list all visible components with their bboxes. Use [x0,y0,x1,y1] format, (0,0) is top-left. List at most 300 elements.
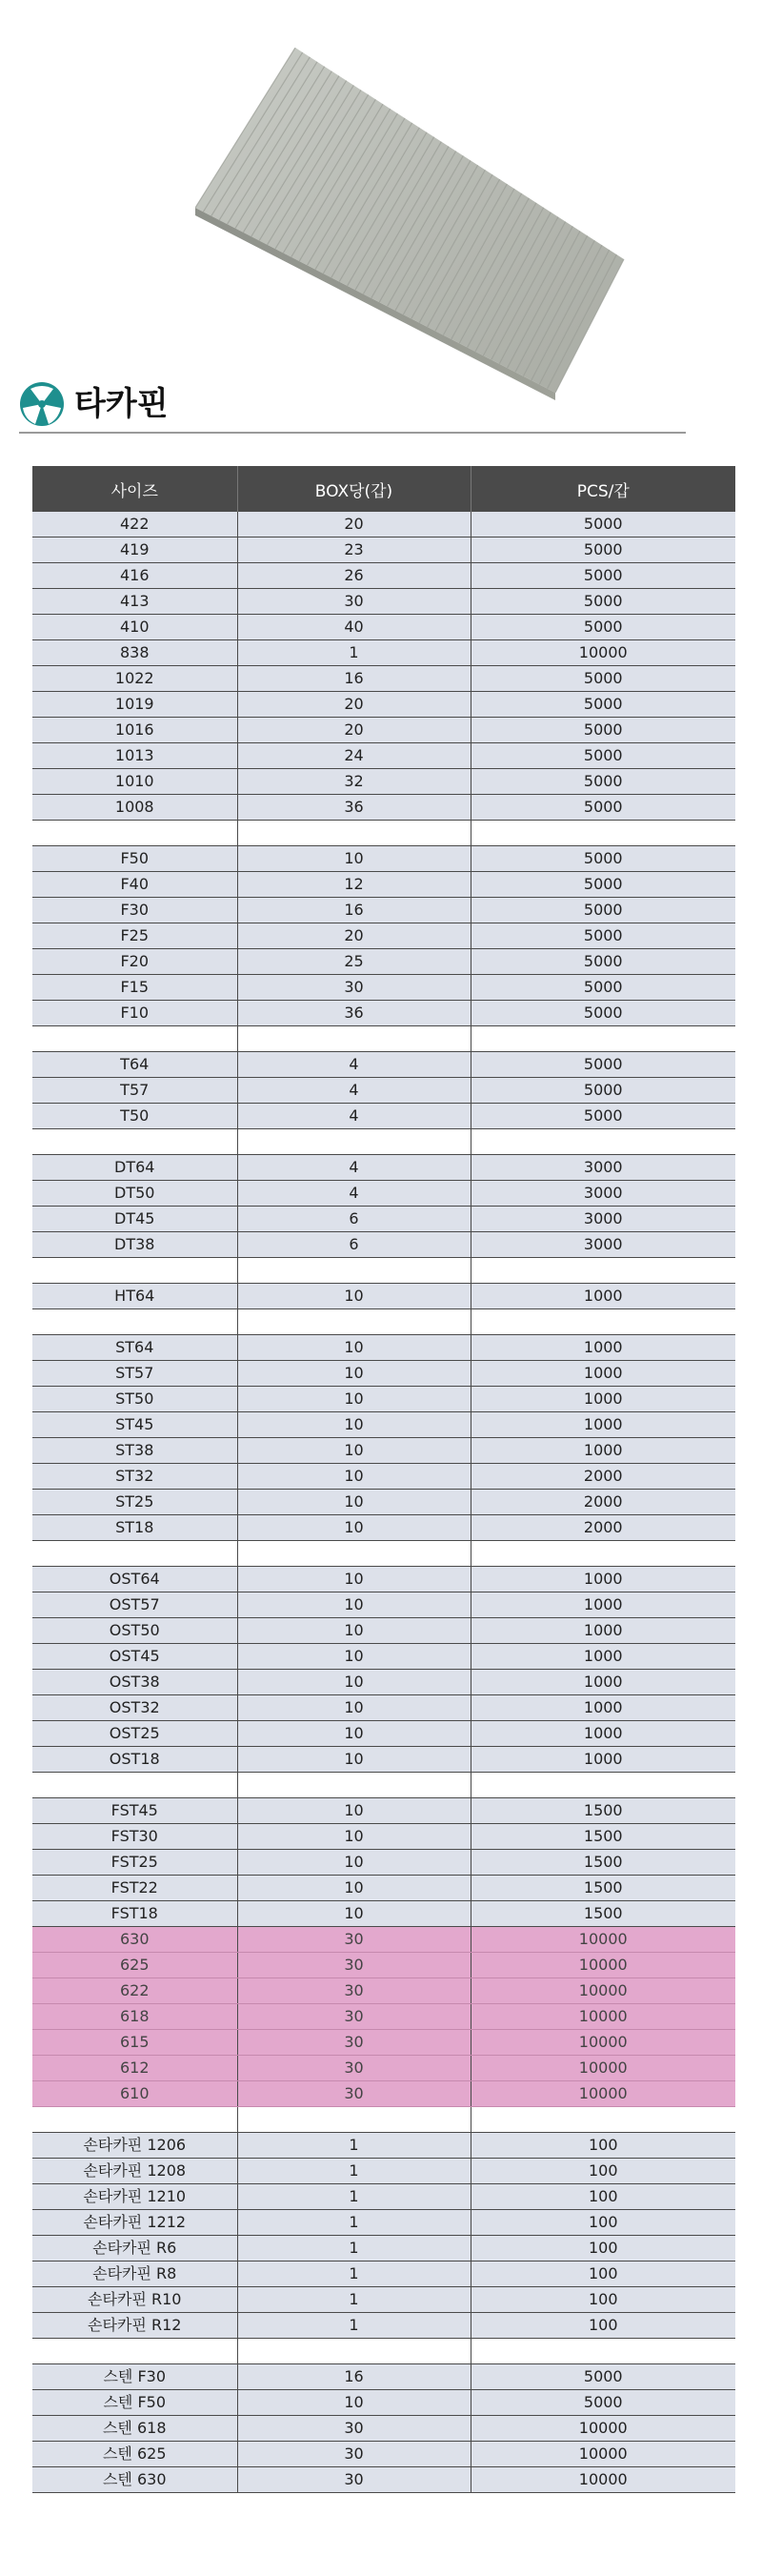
table-row [32,846,735,872]
cell-box: 30 [237,2081,471,2107]
table-row [32,2364,735,2390]
cell-box: 10 [237,1387,471,1412]
brad-nail-strip-icon [195,48,633,400]
table-row [32,1824,735,1850]
cell-size: OST57 [32,1592,237,1618]
cell-pcs: 5000 [471,795,735,821]
cell-size: 419 [32,538,237,563]
cell-size: F10 [32,1001,237,1026]
cell-box: 30 [237,2056,471,2081]
cell-pcs: 5000 [471,1052,735,1078]
cell-box: 10 [237,1824,471,1850]
cell-pcs: 5000 [471,666,735,692]
cell-box: 10 [237,1335,471,1361]
cell-box: 10 [237,1695,471,1721]
cell-pcs: 1000 [471,1284,735,1309]
table-row [32,1207,735,1232]
cell-size: T64 [32,1052,237,1078]
cell-pcs: 1000 [471,1721,735,1747]
cell-box: 10 [237,1721,471,1747]
cell-box: 10 [237,1670,471,1695]
cell-pcs: 1000 [471,1644,735,1670]
cell-size [32,1309,237,1335]
cell-box: 10 [237,846,471,872]
cell-size [32,1773,237,1798]
cell-size: OST25 [32,1721,237,1747]
cell-box: 32 [237,769,471,795]
cell-size: 1013 [32,743,237,769]
header-pcs-per-pack: PCS/갑 [471,466,735,512]
cell-size: OST32 [32,1695,237,1721]
cell-pcs: 5000 [471,1001,735,1026]
brand-divider [19,432,686,434]
table-body [32,512,735,2493]
table-row [32,2133,735,2159]
table-row [32,1412,735,1438]
table-row [32,1618,735,1644]
table-row [32,2313,735,2339]
cell-box: 10 [237,1490,471,1515]
cell-box: 30 [237,2442,471,2467]
cell-pcs: 10000 [471,2442,735,2467]
table-row [32,769,735,795]
table-row [32,1181,735,1207]
table-row [32,1721,735,1747]
cell-box: 12 [237,872,471,898]
cell-pcs: 100 [471,2133,735,2159]
cell-box [237,1258,471,1284]
cell-box [237,1773,471,1798]
cell-size: 손타카핀 R8 [32,2262,237,2287]
table-row [32,1901,735,1927]
cell-box: 4 [237,1181,471,1207]
table-row [32,615,735,640]
cell-size: FST45 [32,1798,237,1824]
table-row [32,1001,735,1026]
table-row [32,1361,735,1387]
cell-box: 1 [237,2313,471,2339]
cell-pcs: 1000 [471,1592,735,1618]
cell-pcs [471,2339,735,2364]
cell-size: 630 [32,1927,237,1953]
cell-pcs: 1000 [471,1387,735,1412]
cell-pcs: 10000 [471,640,735,666]
cell-box: 40 [237,615,471,640]
table-header-row [32,466,735,512]
cell-pcs: 100 [471,2159,735,2184]
cell-size: T57 [32,1078,237,1104]
cell-box: 30 [237,1927,471,1953]
cell-size: 손타카핀 R12 [32,2313,237,2339]
cell-box: 4 [237,1155,471,1181]
cell-size: DT64 [32,1155,237,1181]
cell-pcs: 5000 [471,718,735,743]
table-spacer-row [32,1129,735,1155]
table-row [32,1438,735,1464]
cell-size: F30 [32,898,237,923]
cell-pcs: 5000 [471,2364,735,2390]
cell-pcs: 1000 [471,1747,735,1773]
cell-size: OST50 [32,1618,237,1644]
cell-size: 618 [32,2004,237,2030]
cell-box: 30 [237,2416,471,2442]
cell-size: FST30 [32,1824,237,1850]
table-row [32,1052,735,1078]
cell-pcs: 5000 [471,949,735,975]
cell-box: 30 [237,2467,471,2493]
table-spacer-row [32,1773,735,1798]
table-row [32,2442,735,2467]
cell-pcs: 3000 [471,1207,735,1232]
cell-box: 6 [237,1207,471,1232]
table-row [32,743,735,769]
table-row [32,1695,735,1721]
cell-pcs: 3000 [471,1155,735,1181]
cell-pcs [471,1309,735,1335]
cell-pcs: 5000 [471,1104,735,1129]
cell-box: 20 [237,923,471,949]
cell-size: F20 [32,949,237,975]
cell-pcs: 100 [471,2236,735,2262]
cell-box: 26 [237,563,471,589]
cell-pcs: 5000 [471,538,735,563]
cell-size: 622 [32,1978,237,2004]
cell-size: OST64 [32,1567,237,1592]
cell-box [237,1309,471,1335]
cell-size: 625 [32,1953,237,1978]
table-row [32,2236,735,2262]
cell-size [32,1129,237,1155]
cell-size: 416 [32,563,237,589]
spec-table [32,466,735,2493]
cell-box: 24 [237,743,471,769]
cell-box: 20 [237,692,471,718]
table-row [32,1335,735,1361]
cell-pcs: 10000 [471,2467,735,2493]
cell-box: 30 [237,2030,471,2056]
table-row [32,2287,735,2313]
cell-pcs: 10000 [471,1978,735,2004]
cell-size: 413 [32,589,237,615]
cell-pcs: 10000 [471,2004,735,2030]
table-row [32,1104,735,1129]
cell-pcs: 5000 [471,975,735,1001]
cell-box: 10 [237,1644,471,1670]
cell-size: ST64 [32,1335,237,1361]
cell-pcs: 1000 [471,1670,735,1695]
table-row [32,2004,735,2030]
cell-size [32,2339,237,2364]
cell-size: DT50 [32,1181,237,1207]
cell-box: 10 [237,1901,471,1927]
cell-size: ST32 [32,1464,237,1490]
cell-size: 1016 [32,718,237,743]
table-row [32,975,735,1001]
table-spacer-row [32,821,735,846]
cell-box: 10 [237,1798,471,1824]
header-size: 사이즈 [32,466,237,512]
cell-size: 스텐 630 [32,2467,237,2493]
cell-box: 10 [237,1438,471,1464]
cell-pcs: 3000 [471,1232,735,1258]
cell-size: ST18 [32,1515,237,1541]
table-spacer-row [32,2107,735,2133]
table-row [32,1747,735,1773]
cell-size: 손타카핀 R6 [32,2236,237,2262]
table-row [32,1850,735,1876]
cell-pcs: 1500 [471,1850,735,1876]
cell-pcs: 1500 [471,1901,735,1927]
cell-size: FST22 [32,1876,237,1901]
cell-box: 10 [237,1618,471,1644]
cell-box: 23 [237,538,471,563]
cell-pcs: 1500 [471,1798,735,1824]
cell-pcs: 5000 [471,2390,735,2416]
cell-size: ST38 [32,1438,237,1464]
cell-pcs: 5000 [471,898,735,923]
cell-box: 10 [237,1284,471,1309]
cell-size: T50 [32,1104,237,1129]
cell-box: 30 [237,1978,471,2004]
table-row [32,795,735,821]
cell-size: FST18 [32,1901,237,1927]
cell-pcs: 5000 [471,923,735,949]
table-row [32,2056,735,2081]
propeller-logo-icon [19,381,65,427]
cell-size: 손타카핀 1210 [32,2184,237,2210]
cell-size: 손타카핀 1208 [32,2159,237,2184]
table-row [32,2184,735,2210]
cell-box: 16 [237,2364,471,2390]
table-row [32,1644,735,1670]
cell-pcs: 2000 [471,1490,735,1515]
table-row [32,923,735,949]
cell-size: 스텐 F30 [32,2364,237,2390]
cell-box: 30 [237,2004,471,2030]
cell-box: 16 [237,666,471,692]
cell-size: 615 [32,2030,237,2056]
cell-size: 1010 [32,769,237,795]
table-row [32,718,735,743]
cell-size: FST25 [32,1850,237,1876]
table-row [32,1232,735,1258]
cell-box: 4 [237,1052,471,1078]
cell-box: 10 [237,1567,471,1592]
cell-size: F25 [32,923,237,949]
cell-size: 612 [32,2056,237,2081]
cell-pcs: 2000 [471,1464,735,1490]
table-row [32,2416,735,2442]
cell-box: 1 [237,2210,471,2236]
cell-size: 610 [32,2081,237,2107]
brand-header [19,381,686,434]
cell-box: 1 [237,2262,471,2287]
table-row [32,512,735,538]
cell-pcs: 1000 [471,1412,735,1438]
cell-pcs: 100 [471,2287,735,2313]
cell-pcs: 100 [471,2184,735,2210]
table-row [32,1978,735,2004]
cell-box: 16 [237,898,471,923]
cell-size: 1022 [32,666,237,692]
cell-size: 1008 [32,795,237,821]
table-row [32,898,735,923]
cell-box: 20 [237,512,471,538]
cell-pcs [471,821,735,846]
cell-size [32,1541,237,1567]
table-row [32,2030,735,2056]
cell-box: 1 [237,2236,471,2262]
cell-size [32,821,237,846]
cell-size: ST45 [32,1412,237,1438]
cell-box: 1 [237,2184,471,2210]
cell-size [32,1258,237,1284]
table-row [32,1798,735,1824]
cell-pcs: 1000 [471,1567,735,1592]
cell-box [237,2339,471,2364]
cell-box: 20 [237,718,471,743]
cell-pcs: 5000 [471,1078,735,1104]
cell-pcs: 100 [471,2210,735,2236]
table-row [32,1078,735,1104]
cell-size: 1019 [32,692,237,718]
cell-size: ST50 [32,1387,237,1412]
cell-pcs: 10000 [471,2081,735,2107]
cell-size: 410 [32,615,237,640]
cell-size: HT64 [32,1284,237,1309]
cell-size [32,2107,237,2133]
cell-pcs: 10000 [471,1927,735,1953]
cell-box [237,1129,471,1155]
cell-size: OST18 [32,1747,237,1773]
cell-box: 10 [237,1361,471,1387]
cell-box: 36 [237,795,471,821]
cell-box: 4 [237,1078,471,1104]
table-spacer-row [32,1309,735,1335]
cell-pcs: 100 [471,2262,735,2287]
table-row [32,666,735,692]
table-row [32,589,735,615]
cell-pcs [471,1541,735,1567]
table-row [32,692,735,718]
table-spacer-row [32,2339,735,2364]
cell-size: F15 [32,975,237,1001]
cell-box: 25 [237,949,471,975]
cell-pcs: 1000 [471,1335,735,1361]
cell-pcs: 1000 [471,1361,735,1387]
table-row [32,872,735,898]
cell-box: 10 [237,1876,471,1901]
table-row [32,2262,735,2287]
cell-pcs: 5000 [471,563,735,589]
brand-name: 타카핀 [74,385,169,423]
cell-box: 10 [237,2390,471,2416]
cell-pcs: 10000 [471,2056,735,2081]
cell-size: DT38 [32,1232,237,1258]
table-row [32,563,735,589]
cell-size: F50 [32,846,237,872]
table-row [32,1592,735,1618]
cell-pcs: 1500 [471,1876,735,1901]
cell-size [32,1026,237,1052]
cell-pcs: 5000 [471,743,735,769]
cell-pcs: 5000 [471,589,735,615]
cell-pcs [471,1129,735,1155]
cell-size: 스텐 618 [32,2416,237,2442]
table-spacer-row [32,1026,735,1052]
table-row [32,1567,735,1592]
cell-box: 10 [237,1747,471,1773]
cell-box: 30 [237,975,471,1001]
cell-box: 10 [237,1515,471,1541]
table-row [32,949,735,975]
table-row [32,1953,735,1978]
table-row [32,2390,735,2416]
cell-size: ST57 [32,1361,237,1387]
cell-size: 스텐 625 [32,2442,237,2467]
cell-box: 1 [237,2133,471,2159]
cell-box [237,2107,471,2133]
cell-size: 422 [32,512,237,538]
table-row [32,1927,735,1953]
cell-size: 손타카핀 R10 [32,2287,237,2313]
cell-pcs [471,1026,735,1052]
cell-size: DT45 [32,1207,237,1232]
cell-pcs [471,1258,735,1284]
cell-size: OST45 [32,1644,237,1670]
cell-size: 손타카핀 1212 [32,2210,237,2236]
cell-size: 838 [32,640,237,666]
cell-size: OST38 [32,1670,237,1695]
table-row [32,1387,735,1412]
cell-pcs: 1500 [471,1824,735,1850]
cell-box: 4 [237,1104,471,1129]
cell-pcs: 5000 [471,512,735,538]
cell-pcs: 10000 [471,2030,735,2056]
cell-box: 10 [237,1412,471,1438]
table-row [32,2081,735,2107]
table-row [32,1670,735,1695]
cell-box: 36 [237,1001,471,1026]
table-spacer-row [32,1258,735,1284]
table-row [32,1515,735,1541]
cell-box: 1 [237,2159,471,2184]
cell-pcs [471,2107,735,2133]
table-row [32,1284,735,1309]
cell-pcs: 10000 [471,2416,735,2442]
cell-pcs: 1000 [471,1618,735,1644]
table-row [32,1155,735,1181]
cell-pcs: 1000 [471,1438,735,1464]
cell-pcs: 2000 [471,1515,735,1541]
table-row [32,1876,735,1901]
cell-size: ST25 [32,1490,237,1515]
header-box-per-pack: BOX당(갑) [237,466,471,512]
cell-pcs: 10000 [471,1953,735,1978]
cell-box: 1 [237,2287,471,2313]
cell-pcs: 5000 [471,872,735,898]
cell-pcs: 5000 [471,692,735,718]
table-row [32,2210,735,2236]
cell-box: 10 [237,1464,471,1490]
cell-box: 30 [237,589,471,615]
cell-pcs: 5000 [471,769,735,795]
table-row [32,2159,735,2184]
cell-box [237,1541,471,1567]
cell-size: 손타카핀 1206 [32,2133,237,2159]
cell-box: 1 [237,640,471,666]
cell-box: 10 [237,1850,471,1876]
